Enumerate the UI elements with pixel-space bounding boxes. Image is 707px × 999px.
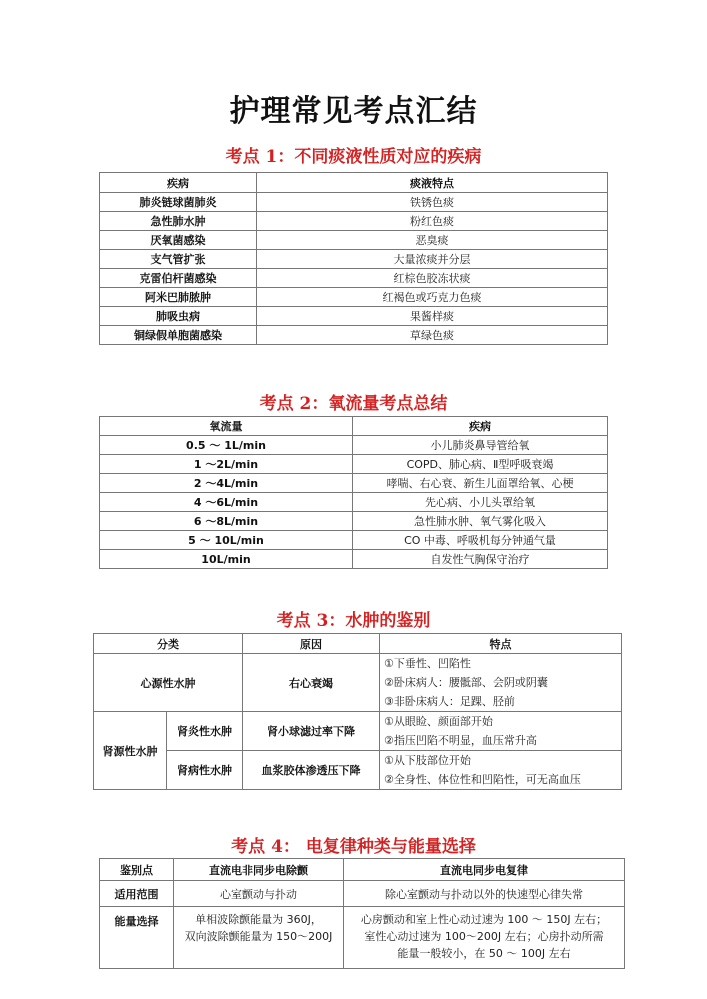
row-label-cell: 适用范围	[100, 881, 174, 907]
energy-line: 单相波除颤能量为 360J，	[195, 913, 322, 926]
sputum-cell: 铁锈色痰	[257, 193, 608, 212]
oxygen-flow-table	[99, 416, 608, 569]
async-scope-cell: 心室颤动与扑动	[174, 881, 344, 907]
edema-type-cell: 心源性水肿	[94, 654, 243, 712]
disease-cell: 肺炎链球菌肺炎	[100, 193, 257, 212]
disease-cell: 急性肺水肿、氧气雾化吸入	[353, 512, 608, 531]
disease-cell: CO 中毒、呼吸机每分钟通气量	[353, 531, 608, 550]
column-header: 疾病	[100, 173, 257, 193]
flow-cell: 2 ～4L/min	[100, 474, 353, 493]
disease-cell: 克雷伯杆菌感染	[100, 269, 257, 288]
edema-features-cell	[380, 751, 622, 790]
edema-type-cell: 肾源性水肿	[94, 712, 167, 790]
section-3-heading: 考点 3：水肿的鉴别	[276, 611, 431, 631]
sync-scope-cell: 除心室颤动与扑动以外的快速型心律失常	[344, 881, 625, 907]
column-header: 分类	[94, 634, 243, 654]
energy-line: 能量一般较小，在 50 ～ 100J 左右	[397, 947, 571, 960]
row-label-cell: 能量选择	[100, 907, 174, 969]
column-header: 氧流量	[100, 417, 353, 436]
flow-cell: 6 ～8L/min	[100, 512, 353, 531]
column-header: 原因	[243, 634, 380, 654]
edema-cause-cell: 肾小球滤过率下降	[243, 712, 380, 751]
disease-cell: 阿米巴肺脓肿	[100, 288, 257, 307]
sputum-cell: 果酱样痰	[257, 307, 608, 326]
column-header: 疾病	[353, 417, 608, 436]
disease-cell: 厌氧菌感染	[100, 231, 257, 250]
column-header: 直流电非同步电除颤	[174, 859, 344, 881]
disease-cell: 自发性气胸保守治疗	[353, 550, 608, 569]
edema-cause-cell: 血浆胶体渗透压下降	[243, 751, 380, 790]
feature-line: ①从下肢部位开始	[384, 754, 471, 767]
column-header: 直流电同步电复律	[344, 859, 625, 881]
sputum-cell: 红褐色或巧克力色痰	[257, 288, 608, 307]
feature-line: ①从眼睑、颜面部开始	[384, 715, 493, 728]
energy-line: 室性心动过速为 100～200J 左右；心房扑动所需	[364, 930, 604, 943]
sputum-table	[99, 172, 608, 345]
energy-line: 心房颤动和室上性心动过速为 100 ～ 150J 左右；	[360, 913, 608, 926]
edema-features-cell	[380, 712, 622, 751]
edema-features-cell	[380, 654, 622, 712]
sputum-cell: 恶臭痰	[257, 231, 608, 250]
flow-cell: 5 ～ 10L/min	[100, 531, 353, 550]
energy-line: 双向波除颤能量为 150～200J	[184, 930, 333, 943]
feature-line: ②指压凹陷不明显，血压常升高	[384, 734, 537, 747]
page-title: 护理常见考点汇结	[229, 94, 478, 129]
feature-line: ①下垂性、凹陷性	[384, 657, 471, 670]
disease-cell: 急性肺水肿	[100, 212, 257, 231]
sputum-cell: 红棕色胶冻状痰	[257, 269, 608, 288]
disease-cell: 肺吸虫病	[100, 307, 257, 326]
sputum-cell: 大量浓痰并分层	[257, 250, 608, 269]
disease-cell: 小儿肺炎鼻导管给氧	[353, 436, 608, 455]
disease-cell: 铜绿假单胞菌感染	[100, 326, 257, 345]
flow-cell: 0.5 ～ 1L/min	[100, 436, 353, 455]
disease-cell: 先心病、小儿头罩给氧	[353, 493, 608, 512]
section-1-heading: 考点 1：不同痰液性质对应的疾病	[225, 147, 482, 167]
section-2-heading: 考点 2：氧流量考点总结	[259, 394, 448, 414]
disease-cell: COPD、肺心病、Ⅱ型呼吸衰竭	[353, 455, 608, 474]
edema-table	[93, 633, 622, 790]
sputum-cell: 草绿色痰	[257, 326, 608, 345]
edema-subtype-cell: 肾病性水肿	[167, 751, 243, 790]
edema-cause-cell: 右心衰竭	[243, 654, 380, 712]
feature-line: ②全身性、体位性和凹陷性，可无高血压	[384, 773, 581, 786]
sputum-cell: 粉红色痰	[257, 212, 608, 231]
column-header: 特点	[380, 634, 622, 654]
edema-subtype-cell: 肾炎性水肿	[167, 712, 243, 751]
column-header: 痰液特点	[257, 173, 608, 193]
disease-cell: 支气管扩张	[100, 250, 257, 269]
column-header: 鉴别点	[100, 859, 174, 881]
feature-line: ②卧床病人：腰骶部、会阴或阴囊	[384, 676, 548, 689]
flow-cell: 1 ～2L/min	[100, 455, 353, 474]
sync-energy-cell	[344, 907, 625, 969]
cardioversion-table	[99, 858, 625, 969]
feature-line: ③非卧床病人：足踝、胫前	[384, 695, 515, 708]
async-energy-cell	[174, 907, 344, 969]
section-4-heading: 考点 4： 电复律种类与能量选择	[231, 837, 476, 857]
flow-cell: 4 ～6L/min	[100, 493, 353, 512]
flow-cell: 10L/min	[100, 550, 353, 569]
disease-cell: 哮喘、右心衰、新生儿面罩给氧、心梗	[353, 474, 608, 493]
